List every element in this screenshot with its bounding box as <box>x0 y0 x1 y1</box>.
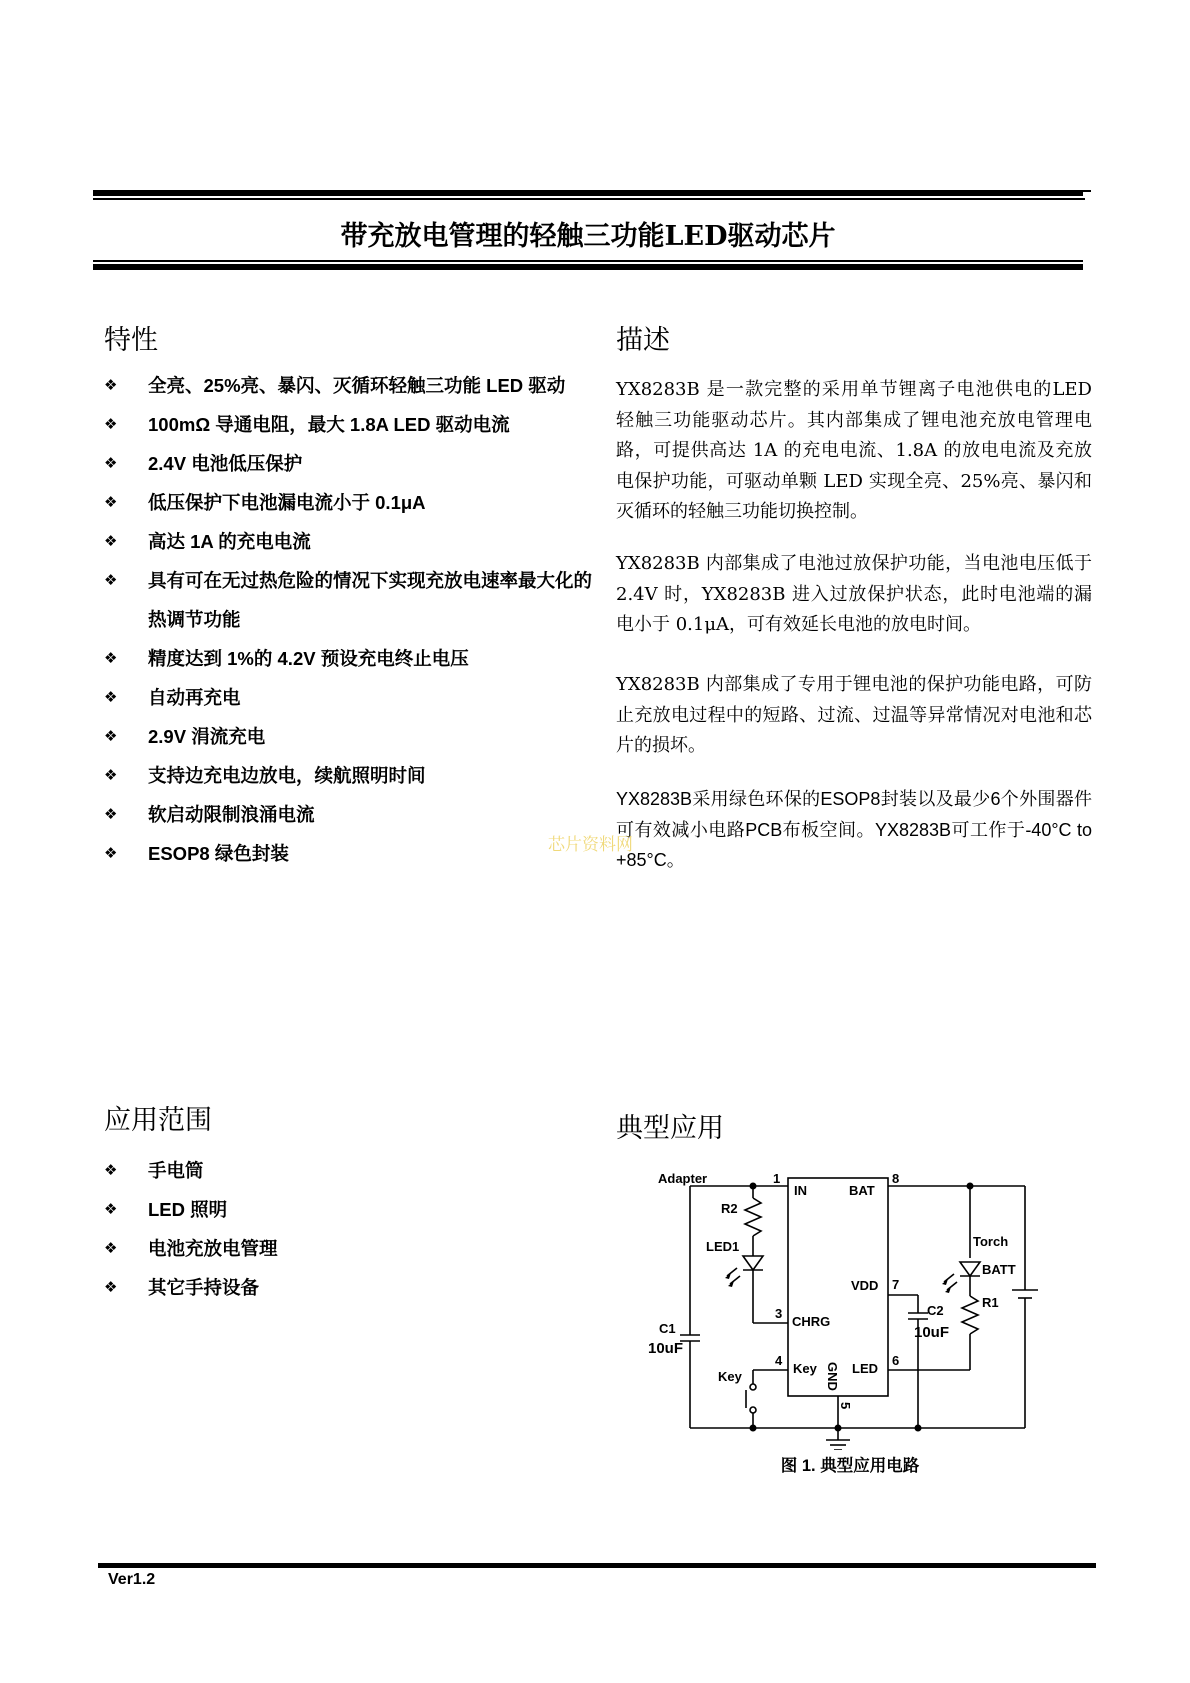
label-c1: C1 <box>659 1321 676 1336</box>
feature-item: ❖ 2.9V 涓流充电 <box>104 717 604 756</box>
diamond-bullet-icon: ❖ <box>104 806 118 823</box>
label-gnd: GND <box>825 1362 840 1391</box>
diamond-bullet-icon: ❖ <box>104 728 118 745</box>
feature-item: ❖ 100mΩ 导通电阻，最大 1.8A LED 驱动电流 <box>104 405 604 444</box>
diamond-bullet-icon: ❖ <box>104 416 118 433</box>
description-paragraph-3: YX8283B 内部集成了专用于锂电池的保护功能电路，可防止充放电过程中的短路、过流、过温等异常情况对电池和芯片的损坏。 <box>616 674 1092 756</box>
diamond-bullet-icon: ❖ <box>104 494 118 511</box>
application-item: ❖ 手电筒 <box>104 1151 504 1190</box>
feature-item: ❖ 具有可在无过热危险的情况下实现充放电速率最大化的热调节功能 <box>104 561 604 639</box>
title-rule-thick <box>93 264 1083 270</box>
description-heading: 描述 <box>616 325 670 356</box>
description-paragraph-4: YX8283B采用绿色环保的ESOP8封装以及最少6个外围器件可有效减小电路PCB布板空间。YX8283B可工作于-40°C to +85°C。 <box>616 789 1092 870</box>
feature-item: ❖ 软启动限制浪涌电流 <box>104 795 604 834</box>
feature-item: ❖ 2.4V 电池低压保护 <box>104 444 604 483</box>
feature-item: ❖ 精度达到 1%的 4.2V 预设充电终止电压 <box>104 639 604 678</box>
feature-item: ❖ 低压保护下电池漏电流小于 0.1μA <box>104 483 604 522</box>
watermark: 芯片资料网 <box>548 835 633 854</box>
label-led1: LED1 <box>706 1239 740 1254</box>
label-pin7: 7 <box>892 1277 900 1292</box>
application-item: ❖ LED 照明 <box>104 1190 504 1229</box>
diamond-bullet-icon: ❖ <box>104 572 118 589</box>
diamond-bullet-icon: ❖ <box>104 767 118 784</box>
label-pin3: 3 <box>775 1306 783 1321</box>
label-in: IN <box>794 1183 807 1198</box>
label-c1-value: 10uF <box>648 1340 684 1357</box>
feature-item: ❖ 高达 1A 的充电电流 <box>104 522 604 561</box>
feature-item: ❖ 自动再充电 <box>104 678 604 717</box>
label-pin1: 1 <box>773 1171 781 1186</box>
feature-item: ❖ ESOP8 绿色封装 <box>104 834 604 873</box>
applications-heading: 应用范围 <box>104 1105 212 1136</box>
label-torch: Torch <box>973 1234 1009 1249</box>
diamond-bullet-icon: ❖ <box>104 1201 118 1218</box>
footer-rule <box>98 1563 1096 1568</box>
typical-app-heading: 典型应用 <box>616 1113 724 1144</box>
label-pin6: 6 <box>892 1353 900 1368</box>
diamond-bullet-icon: ❖ <box>104 689 118 706</box>
version-label: Ver1.2 <box>108 1571 156 1588</box>
diamond-bullet-icon: ❖ <box>104 1240 118 1257</box>
label-c2: C2 <box>927 1303 944 1318</box>
label-pin8: 8 <box>892 1171 900 1186</box>
title-rule-thin <box>93 260 1083 262</box>
diamond-bullet-icon: ❖ <box>104 455 118 472</box>
description-paragraph-1: YX8283B 是一款完整的采用单节锂离子电池供电的LED 轻触三功能驱动芯片。其内部集成了锂电池充放电管理电路，可提供高达 1A 的充电电流、1.8A 的放电电流及充放电保护功能，可驱动单颗 LED 实现全亮、25%亮、暴闪和灭循环的轻触三功能切换控制。 <box>616 379 1092 522</box>
label-r1: R1 <box>982 1295 999 1310</box>
diamond-bullet-icon: ❖ <box>104 1279 118 1296</box>
typical-application-schematic <box>640 1160 1060 1450</box>
label-key: Key <box>793 1361 817 1376</box>
diamond-bullet-icon: ❖ <box>104 845 118 862</box>
label-c2-value: 10uF <box>914 1324 950 1341</box>
feature-item: ❖ 支持边充电边放电，续航照明时间 <box>104 756 604 795</box>
header-rule-thin <box>93 198 1085 200</box>
label-led: LED <box>852 1361 878 1376</box>
label-chrg: CHRG <box>792 1314 831 1329</box>
diamond-bullet-icon: ❖ <box>104 533 118 550</box>
label-r2: R2 <box>721 1201 738 1216</box>
label-pin5: 5 <box>838 1402 853 1410</box>
application-item: ❖ 电池充放电管理 <box>104 1229 504 1268</box>
feature-item: ❖ 全亮、25%亮、暴闪、灭循环轻触三功能 LED 驱动 <box>104 366 604 405</box>
applications-list <box>104 1151 504 1307</box>
label-key-switch: Key <box>718 1369 742 1384</box>
header-rule-tick <box>1083 190 1091 192</box>
document-title: 带充放电管理的轻触三功能LED驱动芯片 <box>340 221 836 252</box>
label-vdd: VDD <box>851 1278 879 1293</box>
diamond-bullet-icon: ❖ <box>104 1162 118 1179</box>
label-batt: BATT <box>982 1262 1016 1277</box>
features-heading: 特性 <box>104 325 158 356</box>
label-pin4: 4 <box>775 1353 783 1368</box>
header-rule-thick <box>93 190 1083 196</box>
diamond-bullet-icon: ❖ <box>104 377 118 394</box>
features-list <box>104 366 604 873</box>
figure-caption: 图 1. 典型应用电路 <box>780 1457 920 1475</box>
diamond-bullet-icon: ❖ <box>104 650 118 667</box>
label-adapter: Adapter <box>658 1171 708 1186</box>
description-paragraph-2: YX8283B 内部集成了电池过放保护功能，当电池电压低于 2.4V 时，YX8283B 进入过放保护状态，此时电池端的漏电小于 0.1μA，可有效延长电池的放电时间。 <box>616 553 1092 635</box>
label-bat: BAT <box>849 1183 875 1198</box>
application-item: ❖ 其它手持设备 <box>104 1268 504 1307</box>
